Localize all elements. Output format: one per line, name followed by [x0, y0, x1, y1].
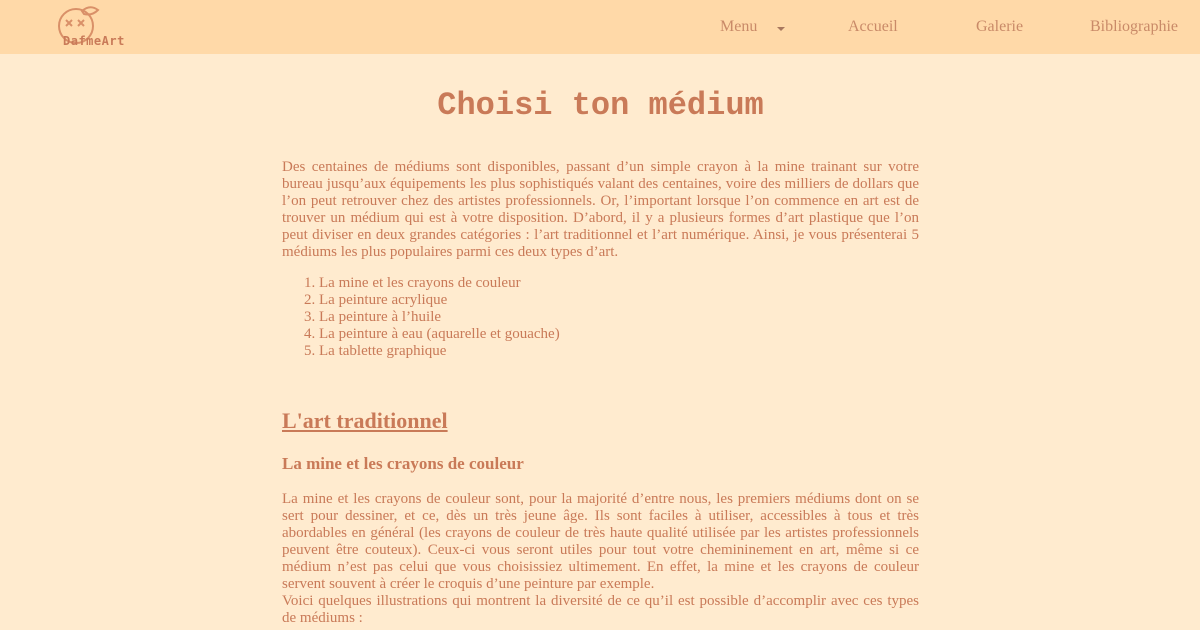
- page-title: Choisi ton médium: [437, 87, 764, 124]
- logo-text: DafmeArt: [63, 34, 125, 48]
- nav-menu[interactable]: Menu: [720, 18, 758, 35]
- section-title: L'art traditionnel: [282, 408, 448, 433]
- nav-link-galerie[interactable]: Galerie: [976, 18, 1024, 35]
- main-content: [282, 54, 919, 627]
- caret-down-icon[interactable]: [777, 27, 785, 31]
- body-paragraph: Voici quelques illustrations qui montrent la diversité de ce qu’il est possible d’accomplir avec ces types de médiums :: [282, 593, 919, 626]
- list-item: 2. La peinture acrylique: [319, 292, 919, 309]
- medium-list: [282, 275, 919, 360]
- nav-link-accueil[interactable]: Accueil: [848, 18, 898, 35]
- body-paragraph: La mine et les crayons de couleur sont, pour la majorité d’entre nous, les premiers médiums dont on se sert pour dessiner, et ce, dès un très jeune âge. Ils sont faciles à utiliser, accessibles à tous et très abordables en général (les crayons de couleur de très haute qualité utilisée par les artistes professionnels peuvent être couteux). Ceux-ci vous seront utiles pour tout votre chemininement en art, même si ce médium n’est pas celui que vous choisissiez ultimement. En effet, la mine et les crayons de couleur servent souvent à créer le croquis d’une peinture par exemple.: [282, 491, 919, 592]
- list-item: 5. La tablette graphique: [319, 343, 919, 360]
- list-item: 3. La peinture à l’huile: [319, 309, 919, 326]
- logo[interactable]: [56, 4, 146, 50]
- navbar: [0, 0, 1200, 54]
- list-item: 4. La peinture à eau (aquarelle et gouache): [319, 326, 919, 343]
- subsection-title: La mine et les crayons de couleur: [282, 454, 524, 473]
- intro-paragraph: Des centaines de médiums sont disponibles, passant d’un simple crayon à la mine trainant sur votre bureau jusqu’aux équipements les plus sophistiqués valant des centaines, voire des milliers de dollars que l’on peut retrouver chez des artistes professionnels. Or, l’important lorsque l’on commence en art est de trouver un médium qui est à votre disposition. D’abord, il y a plusieurs formes d’art plastique que l’on peut diviser en deux grandes catégories : l’art traditionnel et l’art numérique. Ainsi, je vous présenterai 5 médiums les plus populaires parmi ces deux types d’art.: [282, 159, 919, 260]
- list-item: 1. La mine et les crayons de couleur: [319, 275, 919, 292]
- nav-link-bibliographie[interactable]: Bibliographie: [1090, 18, 1178, 35]
